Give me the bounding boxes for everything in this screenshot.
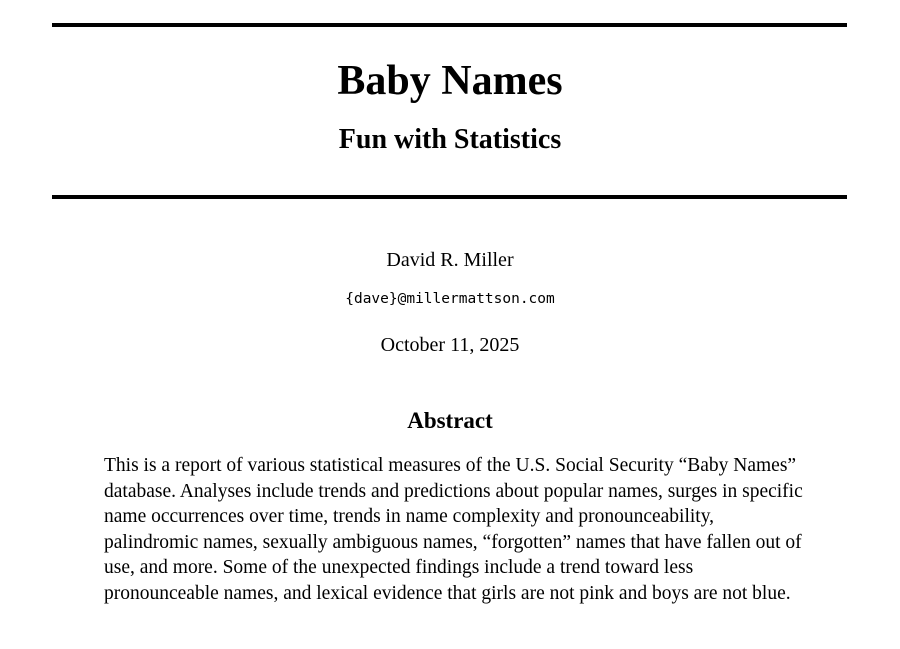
paper-date: October 11, 2025	[380, 334, 520, 356]
abstract-heading: Abstract	[407, 408, 493, 433]
top-rule	[52, 23, 847, 27]
paper-subtitle: Fun with Statistics	[338, 124, 562, 155]
paper-title: Baby Names	[337, 58, 563, 104]
author-name: David R. Miller	[386, 249, 514, 271]
bottom-rule	[52, 195, 847, 199]
abstract-body: This is a report of various statistical measures of the U.S. Social Security “Baby Names” database. Analyses include trends and predictions about popular names, surges in specific name occurrences over time, trends in name complexity and pronounceability, palindromic names, sexually ambiguous names, “forgotten” names that have fallen out of use, and more. Some of the unexpected findings include a trend toward less pronounceable names, and lexical evidence that girls are not pink and boys are not blue.	[104, 455, 803, 604]
author-email: {dave}@millermattson.com	[345, 291, 555, 307]
